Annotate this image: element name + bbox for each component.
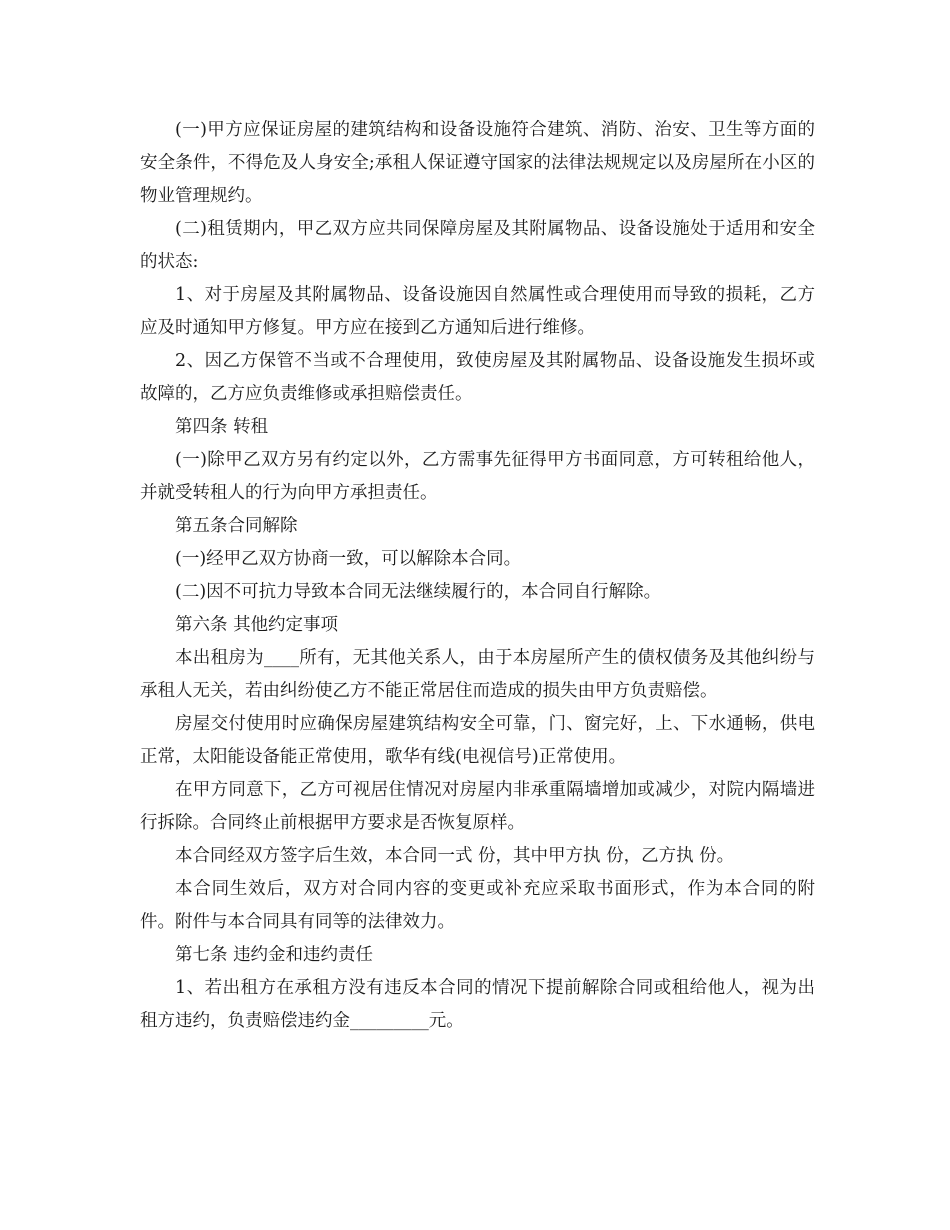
paragraph: (一)甲方应保证房屋的建筑结构和设备设施符合建筑、消防、治安、卫生等方面的安全条件，不得危及人身安全;承租人保证遵守国家的法律法规规定以及房屋所在小区的物业管理规约。 — [140, 120, 815, 206]
paragraph: (一)经甲乙双方协商一致，可以解除本合同。 — [175, 549, 522, 569]
paragraph: 2、因乙方保管不当或不合理使用，致使房屋及其附属物品、设备设施发生损坏或故障的，乙方应负责维修或承担赔偿责任。 — [140, 351, 815, 404]
section-heading: 第七条 违约金和违约责任 — [175, 945, 374, 965]
section-heading: 第四条 转租 — [175, 417, 269, 437]
paragraph: (一)除甲乙双方另有约定以外，乙方需事先征得甲方书面同意，方可转租给他人，并就受转租人的行为向甲方承担责任。 — [140, 450, 815, 503]
paragraph: 本出租房为____所有，无其他关系人，由于本房屋所产生的债权债务及其他纠纷与承租人无关，若由纠纷使乙方不能正常居住而造成的损失由甲方负责赔偿。 — [140, 648, 815, 701]
section-heading: 第六条 其他约定事项 — [175, 615, 339, 635]
paragraph: 在甲方同意下，乙方可视居住情况对房屋内非承重隔墙增加或减少，对院内隔墙进行拆除。合同终止前根据甲方要求是否恢复原样。 — [140, 780, 815, 833]
contract-body — [140, 114, 815, 1038]
paragraph: (二)因不可抗力导致本合同无法继续履行的，本合同自行解除。 — [175, 582, 662, 602]
paragraph: 本合同生效后，双方对合同内容的变更或补充应采取书面形式，作为本合同的附件。附件与本合同具有同等的法律效力。 — [140, 879, 815, 932]
paragraph: 1、若出租方在承租方没有违反本合同的情况下提前解除合同或租给他人，视为出租方违约，负责赔偿违约金_________元。 — [140, 978, 815, 1031]
paragraph: 房屋交付使用时应确保房屋建筑结构安全可靠，门、窗完好，上、下水通畅，供电正常，太阳能设备能正常使用，歌华有线(电视信号)正常使用。 — [140, 714, 815, 767]
paragraph: 1、对于房屋及其附属物品、设备设施因自然属性或合理使用而导致的损耗，乙方应及时通知甲方修复。甲方应在接到乙方通知后进行维修。 — [140, 285, 815, 338]
section-heading: 第五条合同解除 — [175, 516, 298, 536]
paragraph: (二)租赁期内，甲乙双方应共同保障房屋及其附属物品、设备设施处于适用和安全的状态: — [140, 219, 815, 272]
paragraph: 本合同经双方签字后生效，本合同一式 份，其中甲方执 份，乙方执 份。 — [175, 846, 735, 866]
